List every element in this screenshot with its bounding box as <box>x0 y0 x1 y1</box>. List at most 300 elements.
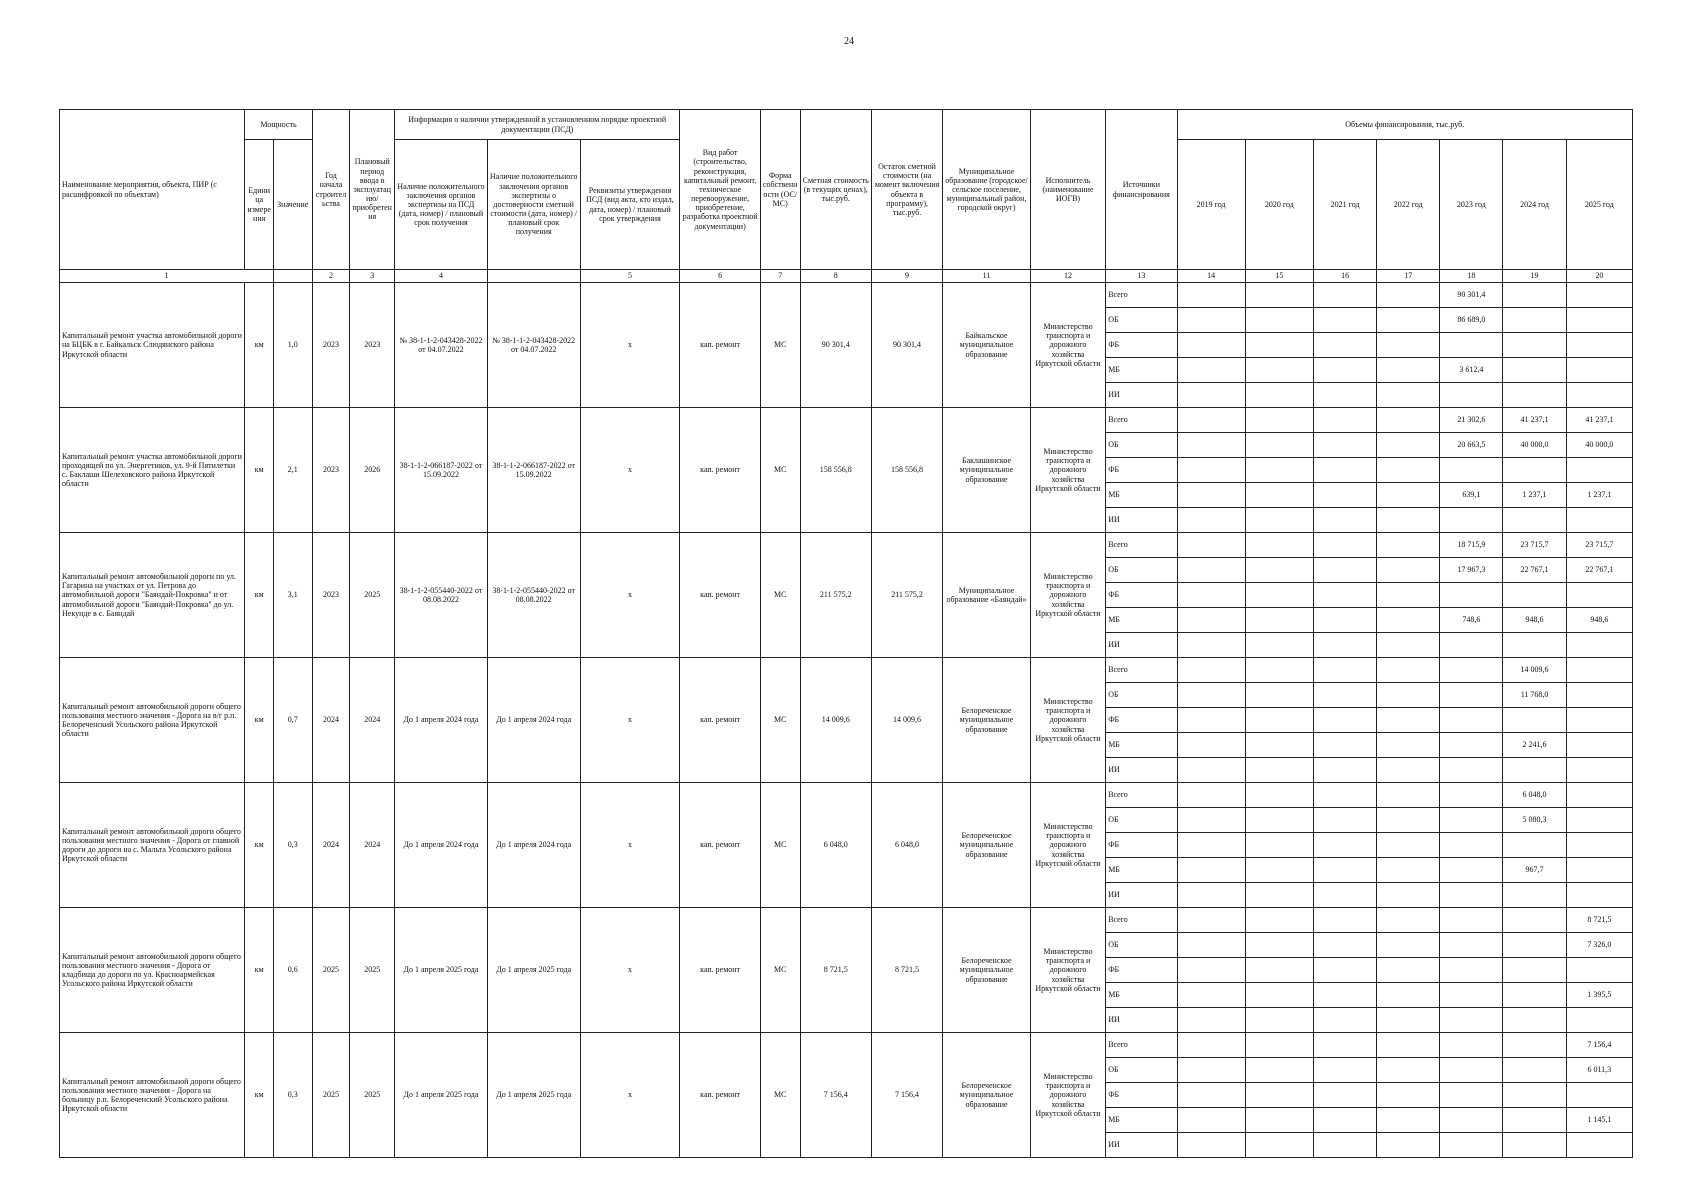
funding-value <box>1314 883 1377 908</box>
funding-value <box>1566 833 1632 858</box>
psd-cost-conclusion: До 1 апреля 2024 года <box>487 783 580 908</box>
funding-value <box>1314 808 1377 833</box>
funding-value <box>1314 333 1377 358</box>
capacity-unit: км <box>245 408 274 533</box>
funding-value <box>1440 833 1503 858</box>
funding-value <box>1314 708 1377 733</box>
start-year: 2025 <box>312 1033 350 1158</box>
funding-value <box>1377 933 1440 958</box>
funding-value <box>1503 758 1566 783</box>
funding-value <box>1177 758 1245 783</box>
ownership-form: МС <box>760 658 800 783</box>
funding-value <box>1566 383 1632 408</box>
funding-value <box>1314 908 1377 933</box>
capacity-value: 1,0 <box>273 283 312 408</box>
funding-value <box>1377 333 1440 358</box>
plan-year: 2024 <box>350 658 395 783</box>
psd-cost-conclusion: 38-1-1-2-066187-2022 от 15.09.2022 <box>487 408 580 533</box>
funding-value <box>1566 858 1632 883</box>
funding-value <box>1245 608 1313 633</box>
funding-value <box>1245 558 1313 583</box>
funding-value <box>1440 933 1503 958</box>
funding-value <box>1245 308 1313 333</box>
remaining-cost: 90 301,4 <box>871 283 942 408</box>
funding-source: Всего <box>1106 1033 1177 1058</box>
funding-value: 8 721,5 <box>1566 908 1632 933</box>
ownership-form: МС <box>760 908 800 1033</box>
funding-value <box>1245 508 1313 533</box>
object-name: Капитальный ремонт автомобильной дороги общего пользования местного значения - Дорога от главной дороги до дороги на с. Мальта Усольского района Иркутской области <box>60 783 245 908</box>
funding-source: ИИ <box>1106 633 1177 658</box>
table-row <box>60 283 1633 308</box>
capacity-value: 3,1 <box>273 533 312 658</box>
capacity-value: 2,1 <box>273 408 312 533</box>
funding-source: ФБ <box>1106 333 1177 358</box>
plan-year: 2025 <box>350 533 395 658</box>
funding-value <box>1245 408 1313 433</box>
psd-approval-details: х <box>580 783 680 908</box>
psd-expert-conclusion: До 1 апреля 2024 года <box>395 658 488 783</box>
object-name: Капитальный ремонт автомобильной дороги общего пользования местного значения - Дорога на в/г р.п. Белореченский Усольского района Иркутской области <box>60 658 245 783</box>
header-remaining: Остаток сметной стоимости (на момент включения объекта в программу), тыс.руб. <box>871 110 942 270</box>
psd-approval-details: х <box>580 908 680 1033</box>
column-number: 9 <box>871 270 942 283</box>
estimate-cost: 6 048,0 <box>800 783 871 908</box>
funding-source: ОБ <box>1106 933 1177 958</box>
column-number-row <box>60 270 1633 283</box>
funding-value: 41 237,1 <box>1503 408 1566 433</box>
funding-value <box>1440 808 1503 833</box>
funding-value <box>1377 1108 1440 1133</box>
funding-value <box>1314 958 1377 983</box>
funding-value <box>1377 808 1440 833</box>
funding-value: 40 000,0 <box>1566 433 1632 458</box>
header-psd-cost: Наличие положительного заключения органов экспертизы о достоверности сметной стоимости (дата, номер) / плановый срок получения <box>487 140 580 270</box>
funding-value <box>1245 908 1313 933</box>
capacity-value: 0,6 <box>273 908 312 1033</box>
funding-value <box>1377 283 1440 308</box>
funding-value <box>1566 958 1632 983</box>
funding-value <box>1245 883 1313 908</box>
header-work-type: Вид работ (строительство, реконструкция, капитальный ремонт, техническое перевооружение, приобретение, разработка проектной документации) <box>680 110 760 270</box>
funding-value <box>1440 758 1503 783</box>
funding-value <box>1566 583 1632 608</box>
funding-value <box>1377 408 1440 433</box>
funding-value <box>1245 683 1313 708</box>
funding-value <box>1377 533 1440 558</box>
funding-source: ФБ <box>1106 458 1177 483</box>
funding-source: ИИ <box>1106 383 1177 408</box>
object-name: Капитальный ремонт участка автомобильной дороги на БЦБК в г. Байкальск Слюдянского района Иркутской области <box>60 283 245 408</box>
column-number: 13 <box>1106 270 1177 283</box>
funding-value <box>1314 783 1377 808</box>
funding-value <box>1314 1133 1377 1158</box>
funding-value: 17 967,3 <box>1440 558 1503 583</box>
funding-value <box>1245 633 1313 658</box>
funding-value <box>1314 733 1377 758</box>
funding-value <box>1177 558 1245 583</box>
funding-source: ИИ <box>1106 508 1177 533</box>
header-psd-details: Реквизиты утверждения ПСД (вид акта, кто издал, дата, номер) / плановый срок утверждения <box>580 140 680 270</box>
funding-value: 7 326,0 <box>1566 933 1632 958</box>
funding-value: 948,6 <box>1503 608 1566 633</box>
funding-value <box>1245 283 1313 308</box>
funding-source: ОБ <box>1106 683 1177 708</box>
funding-value <box>1177 308 1245 333</box>
remaining-cost: 7 156,4 <box>871 1033 942 1158</box>
funding-source: Всего <box>1106 658 1177 683</box>
column-number: 5 <box>580 270 680 283</box>
funding-value <box>1377 883 1440 908</box>
funding-value <box>1377 1133 1440 1158</box>
executor: Министерство транспорта и дорожного хозяйства Иркутской области <box>1030 908 1105 1033</box>
funding-value <box>1177 933 1245 958</box>
header-ownership: Форма собственности (ОС/МС) <box>760 110 800 270</box>
funding-value <box>1440 983 1503 1008</box>
funding-source: Всего <box>1106 533 1177 558</box>
funding-value <box>1314 283 1377 308</box>
funding-value <box>1177 283 1245 308</box>
capacity-unit: км <box>245 283 274 408</box>
funding-value <box>1314 758 1377 783</box>
municipality: Байкальское муниципальное образование <box>943 283 1031 408</box>
funding-value <box>1440 908 1503 933</box>
funding-source: ФБ <box>1106 833 1177 858</box>
funding-value <box>1314 483 1377 508</box>
funding-value <box>1314 1058 1377 1083</box>
work-type: кап. ремонт <box>680 408 760 533</box>
capacity-unit: км <box>245 908 274 1033</box>
funding-value <box>1177 633 1245 658</box>
funding-source: МБ <box>1106 858 1177 883</box>
estimate-cost: 7 156,4 <box>800 1033 871 1158</box>
funding-value <box>1245 1133 1313 1158</box>
capacity-value: 0,7 <box>273 658 312 783</box>
funding-value <box>1245 958 1313 983</box>
capacity-value: 0,3 <box>273 783 312 908</box>
funding-value <box>1503 1108 1566 1133</box>
funding-value <box>1314 1008 1377 1033</box>
funding-source: ОБ <box>1106 808 1177 833</box>
funding-value <box>1314 533 1377 558</box>
funding-source: Всего <box>1106 783 1177 808</box>
funding-value <box>1440 583 1503 608</box>
funding-value: 23 715,7 <box>1503 533 1566 558</box>
capacity-unit: км <box>245 533 274 658</box>
funding-value <box>1177 683 1245 708</box>
remaining-cost: 6 048,0 <box>871 783 942 908</box>
funding-value <box>1245 1108 1313 1133</box>
funding-value <box>1177 808 1245 833</box>
funding-value <box>1440 1058 1503 1083</box>
funding-value <box>1314 1083 1377 1108</box>
funding-value <box>1245 1033 1313 1058</box>
funding-value <box>1377 358 1440 383</box>
funding-value <box>1245 758 1313 783</box>
object-name: Капитальный ремонт автомобильной дороги общего пользования местного значения - Дорога от кладбища до дороги по ул. Красноармейская Усольского района Иркутской области <box>60 908 245 1033</box>
funding-value: 22 767,1 <box>1566 558 1632 583</box>
funding-value: 748,6 <box>1440 608 1503 633</box>
estimate-cost: 14 009,6 <box>800 658 871 783</box>
column-number: 2 <box>312 270 350 283</box>
municipality: Белореченское муниципальное образование <box>943 658 1031 783</box>
funding-value <box>1377 983 1440 1008</box>
funding-value <box>1377 1008 1440 1033</box>
funding-source: МБ <box>1106 733 1177 758</box>
funding-value: 21 302,6 <box>1440 408 1503 433</box>
funding-value <box>1177 858 1245 883</box>
funding-value <box>1377 508 1440 533</box>
column-number: 4 <box>395 270 488 283</box>
funding-value <box>1503 308 1566 333</box>
funding-value <box>1177 908 1245 933</box>
funding-source: ОБ <box>1106 1058 1177 1083</box>
funding-source: ОБ <box>1106 433 1177 458</box>
psd-approval-details: х <box>580 283 680 408</box>
table-header <box>60 110 1633 283</box>
funding-value <box>1245 1008 1313 1033</box>
funding-value <box>1440 783 1503 808</box>
psd-expert-conclusion: До 1 апреля 2025 года <box>395 908 488 1033</box>
header-executor: Исполнитель (наименование ИОГВ) <box>1030 110 1105 270</box>
funding-value <box>1503 333 1566 358</box>
funding-value <box>1377 433 1440 458</box>
plan-year: 2025 <box>350 908 395 1033</box>
funding-value <box>1440 458 1503 483</box>
work-type: кап. ремонт <box>680 533 760 658</box>
funding-value <box>1503 908 1566 933</box>
funding-value <box>1503 933 1566 958</box>
start-year: 2023 <box>312 408 350 533</box>
funding-source: ОБ <box>1106 308 1177 333</box>
funding-source: ФБ <box>1106 958 1177 983</box>
funding-value <box>1177 1108 1245 1133</box>
funding-value <box>1566 1133 1632 1158</box>
funding-value: 18 715,9 <box>1440 533 1503 558</box>
funding-value <box>1314 858 1377 883</box>
funding-value: 6 048,0 <box>1503 783 1566 808</box>
table-row <box>60 658 1633 683</box>
funding-value <box>1177 608 1245 633</box>
header-funding: Объемы финансирования, тыс.руб. <box>1177 110 1633 140</box>
funding-value <box>1314 608 1377 633</box>
funding-value: 1 237,1 <box>1503 483 1566 508</box>
funding-source: МБ <box>1106 983 1177 1008</box>
column-number <box>273 270 312 283</box>
funding-value <box>1566 1083 1632 1108</box>
funding-source: Всего <box>1106 908 1177 933</box>
funding-value <box>1440 1108 1503 1133</box>
column-number: 3 <box>350 270 395 283</box>
funding-value <box>1245 583 1313 608</box>
psd-approval-details: х <box>580 658 680 783</box>
header-estimate: Сметная стоимость (в текущих ценах), тыс.руб. <box>800 110 871 270</box>
funding-value <box>1503 1133 1566 1158</box>
start-year: 2023 <box>312 533 350 658</box>
funding-value <box>1440 508 1503 533</box>
header-capacity: Мощность <box>245 110 312 140</box>
funding-value <box>1377 383 1440 408</box>
funding-value <box>1377 633 1440 658</box>
header-year: 2021 год <box>1314 140 1377 270</box>
funding-value: 7 156,4 <box>1566 1033 1632 1058</box>
funding-source: ФБ <box>1106 583 1177 608</box>
funding-value <box>1177 333 1245 358</box>
funding-source: ИИ <box>1106 758 1177 783</box>
funding-value <box>1377 858 1440 883</box>
funding-value <box>1440 708 1503 733</box>
funding-value <box>1503 358 1566 383</box>
funding-value <box>1245 533 1313 558</box>
funding-value <box>1566 1008 1632 1033</box>
funding-value <box>1314 633 1377 658</box>
funding-source: ИИ <box>1106 1133 1177 1158</box>
psd-cost-conclusion: До 1 апреля 2025 года <box>487 908 580 1033</box>
psd-cost-conclusion: № 38-1-1-2-043428-2022 от 04.07.2022 <box>487 283 580 408</box>
funding-value <box>1377 558 1440 583</box>
plan-year: 2023 <box>350 283 395 408</box>
capacity-unit: км <box>245 658 274 783</box>
psd-cost-conclusion: 38-1-1-2-055440-2022 от 08.08.2022 <box>487 533 580 658</box>
funding-value <box>1503 1058 1566 1083</box>
funding-value: 2 241,6 <box>1503 733 1566 758</box>
column-number: 11 <box>943 270 1031 283</box>
executor: Министерство транспорта и дорожного хозяйства Иркутской области <box>1030 658 1105 783</box>
table-body <box>60 283 1633 1158</box>
column-number: 1 <box>60 270 274 283</box>
column-number: 15 <box>1245 270 1313 283</box>
funding-value <box>1440 658 1503 683</box>
funding-source: Всего <box>1106 408 1177 433</box>
funding-value <box>1566 883 1632 908</box>
funding-value: 11 768,0 <box>1503 683 1566 708</box>
work-type: кап. ремонт <box>680 283 760 408</box>
plan-year: 2025 <box>350 1033 395 1158</box>
executor: Министерство транспорта и дорожного хозяйства Иркутской области <box>1030 408 1105 533</box>
table-row <box>60 783 1633 808</box>
work-type: кап. ремонт <box>680 783 760 908</box>
funding-value <box>1314 508 1377 533</box>
funding-value <box>1440 1033 1503 1058</box>
header-year: 2025 год <box>1566 140 1632 270</box>
start-year: 2024 <box>312 783 350 908</box>
funding-value <box>1440 1008 1503 1033</box>
funding-value <box>1177 433 1245 458</box>
funding-value <box>1177 1133 1245 1158</box>
column-number: 20 <box>1566 270 1632 283</box>
header-year: 2020 год <box>1245 140 1313 270</box>
funding-value <box>1566 358 1632 383</box>
remaining-cost: 14 009,6 <box>871 658 942 783</box>
capacity-value: 0,3 <box>273 1033 312 1158</box>
funding-value: 86 689,0 <box>1440 308 1503 333</box>
funding-value <box>1314 433 1377 458</box>
funding-value: 1 145,1 <box>1566 1108 1632 1133</box>
psd-approval-details: х <box>580 533 680 658</box>
funding-value <box>1566 658 1632 683</box>
funding-value <box>1377 783 1440 808</box>
funding-value <box>1314 683 1377 708</box>
funding-value <box>1245 483 1313 508</box>
table-row <box>60 533 1633 558</box>
header-sources: Источники финансирования <box>1106 110 1177 270</box>
funding-value: 639,1 <box>1440 483 1503 508</box>
table-row <box>60 1033 1633 1058</box>
header-start-year: Год начала строительства <box>312 110 350 270</box>
start-year: 2023 <box>312 283 350 408</box>
funding-value: 90 301,4 <box>1440 283 1503 308</box>
funding-value <box>1377 1033 1440 1058</box>
funding-value <box>1566 708 1632 733</box>
funding-value <box>1314 558 1377 583</box>
column-number: 18 <box>1440 270 1503 283</box>
funding-value <box>1503 508 1566 533</box>
estimate-cost: 8 721,5 <box>800 908 871 1033</box>
funding-value <box>1314 1108 1377 1133</box>
object-name: Капитальный ремонт автомобильной дороги общего пользования местного значения - Дорога на больницу р.п. Белореченский Усольского района Иркутской области <box>60 1033 245 1158</box>
funding-source: МБ <box>1106 608 1177 633</box>
municipality: Белореченское муниципальное образование <box>943 1033 1031 1158</box>
object-name: Капитальный ремонт участка автомобильной дороги проходящей по ул. Энергетиков, ул. 9-й Пятилетки с. Баклаши Шелеховского района Иркутской области <box>60 408 245 533</box>
funding-value: 20 663,5 <box>1440 433 1503 458</box>
table-row <box>60 908 1633 933</box>
funding-value <box>1377 458 1440 483</box>
funding-source: МБ <box>1106 1108 1177 1133</box>
funding-value <box>1245 383 1313 408</box>
page-number: 24 <box>844 36 854 47</box>
remaining-cost: 211 575,2 <box>871 533 942 658</box>
estimate-cost: 158 556,8 <box>800 408 871 533</box>
start-year: 2025 <box>312 908 350 1033</box>
funding-value <box>1314 933 1377 958</box>
psd-cost-conclusion: До 1 апреля 2025 года <box>487 1033 580 1158</box>
capacity-unit: км <box>245 783 274 908</box>
funding-value <box>1440 383 1503 408</box>
funding-value <box>1177 483 1245 508</box>
funding-value <box>1314 583 1377 608</box>
funding-value <box>1503 1008 1566 1033</box>
municipality: Белореченское муниципальное образование <box>943 908 1031 1033</box>
ownership-form: МС <box>760 783 800 908</box>
funding-value <box>1377 758 1440 783</box>
funding-value: 40 000,0 <box>1503 433 1566 458</box>
funding-value <box>1177 583 1245 608</box>
work-type: кап. ремонт <box>680 658 760 783</box>
funding-value <box>1314 458 1377 483</box>
header-plan-year: Плановый период ввода в эксплуатацию/приобретения <box>350 110 395 270</box>
municipality: Белореченское муниципальное образование <box>943 783 1031 908</box>
funding-value <box>1503 583 1566 608</box>
funding-value <box>1440 633 1503 658</box>
funding-value <box>1566 283 1632 308</box>
ownership-form: МС <box>760 1033 800 1158</box>
ownership-form: МС <box>760 408 800 533</box>
funding-source: ИИ <box>1106 1008 1177 1033</box>
funding-value <box>1314 383 1377 408</box>
funding-value <box>1245 858 1313 883</box>
funding-value <box>1566 308 1632 333</box>
start-year: 2024 <box>312 658 350 783</box>
funding-value <box>1177 508 1245 533</box>
column-number: 16 <box>1314 270 1377 283</box>
funding-value <box>1177 733 1245 758</box>
executor: Министерство транспорта и дорожного хозяйства Иркутской области <box>1030 533 1105 658</box>
funding-value <box>1440 1133 1503 1158</box>
funding-source: Всего <box>1106 283 1177 308</box>
executor: Министерство транспорта и дорожного хозяйства Иркутской области <box>1030 1033 1105 1158</box>
funding-value <box>1245 808 1313 833</box>
funding-value <box>1177 833 1245 858</box>
